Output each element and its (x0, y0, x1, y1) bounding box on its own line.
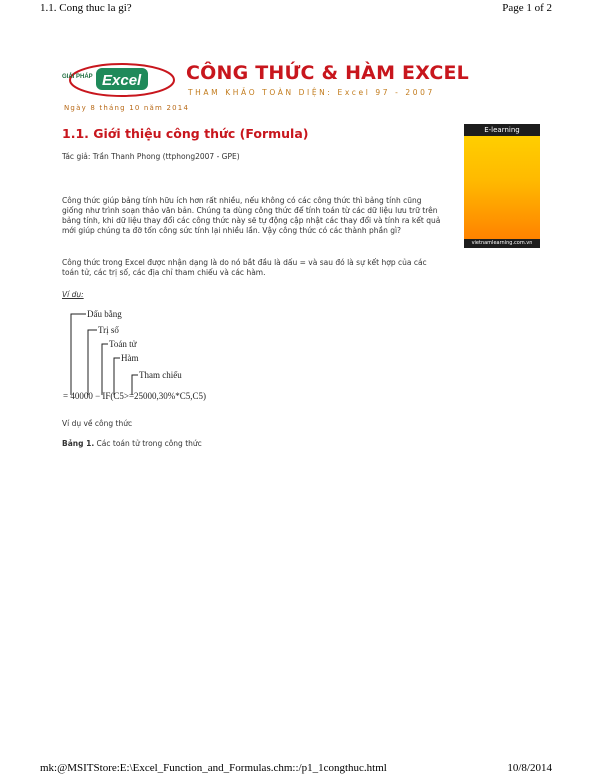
intro-paragraph: Công thức giúp bảng tính hữu ích hơn rất nhiều, nếu không có các công thức thì bảng tính cũng giống như trình soạn thảo văn bản. Chúng ta dùng công thức để tính toán từ các dữ liệu lưu trữ trên bảng tính, khi dữ liệu thay đổi các công thức này sẽ tự động cập nhật các thay đổi và tính ra kết quả mới giúp chúng ta đỡ tốn công sức tính lại nhiều lần. Vậy công thức có các thành phần gì? (62, 196, 441, 235)
publish-date: Ngày 8 tháng 10 năm 2014 (64, 104, 190, 112)
ad-header: E-learning (464, 124, 540, 136)
table-caption-text: Các toán tử trong công thức (94, 439, 202, 448)
recognition-paragraph: Công thức trong Excel được nhận dạng là do nó bắt đầu là dấu = và sau đó là sự kết hợp của các toán tử, các trị số, các địa chỉ tham chiếu và các hàm. (62, 258, 427, 277)
excel-logo (60, 62, 176, 98)
label-reference: Tham chiếu (139, 370, 182, 380)
ad-footer: vietnamlearning.com.vn (464, 239, 540, 248)
label-value: Trị số (98, 325, 119, 335)
label-operator: Toán tử (109, 339, 137, 349)
label-equal-sign: Dấu bằng (87, 309, 122, 319)
banner-title: CÔNG THỨC & HÀM EXCEL (186, 62, 469, 84)
logo-top-text: GIẢI PHÁP (62, 74, 93, 80)
print-date: 10/8/2014 (507, 762, 552, 774)
formula-diagram (62, 306, 282, 406)
print-source-path: mk:@MSITStore:E:\Excel_Function_and_Formulas.chm::/p1_1congthuc.html (40, 762, 387, 774)
logo-word: Excel (102, 72, 142, 89)
print-footer (40, 762, 552, 774)
example-label: Ví dụ: (62, 290, 84, 299)
table-caption-number: Bảng 1. (62, 439, 95, 448)
print-page-number: Page 1 of 2 (502, 2, 552, 14)
site-banner (60, 62, 480, 98)
article-author: Tác giả: Trần Thanh Phong (ttphong2007 - GPE) (62, 152, 240, 161)
banner-subtitle: THAM KHẢO TOÀN DIỆN: Excel 97 - 2007 (188, 88, 435, 97)
print-header (40, 2, 552, 14)
elearning-ad[interactable] (464, 124, 540, 248)
label-function: Hàm (121, 353, 139, 363)
formula-expression: = 40000 − IF(C5>=25000,30%*C5,C5) (63, 391, 207, 401)
example-caption: Ví dụ về công thức (62, 419, 133, 428)
print-page-title: 1.1. Cong thuc la gi? (40, 2, 132, 14)
article-title: 1.1. Giới thiệu công thức (Formula) (62, 126, 309, 141)
table-caption (62, 439, 202, 448)
